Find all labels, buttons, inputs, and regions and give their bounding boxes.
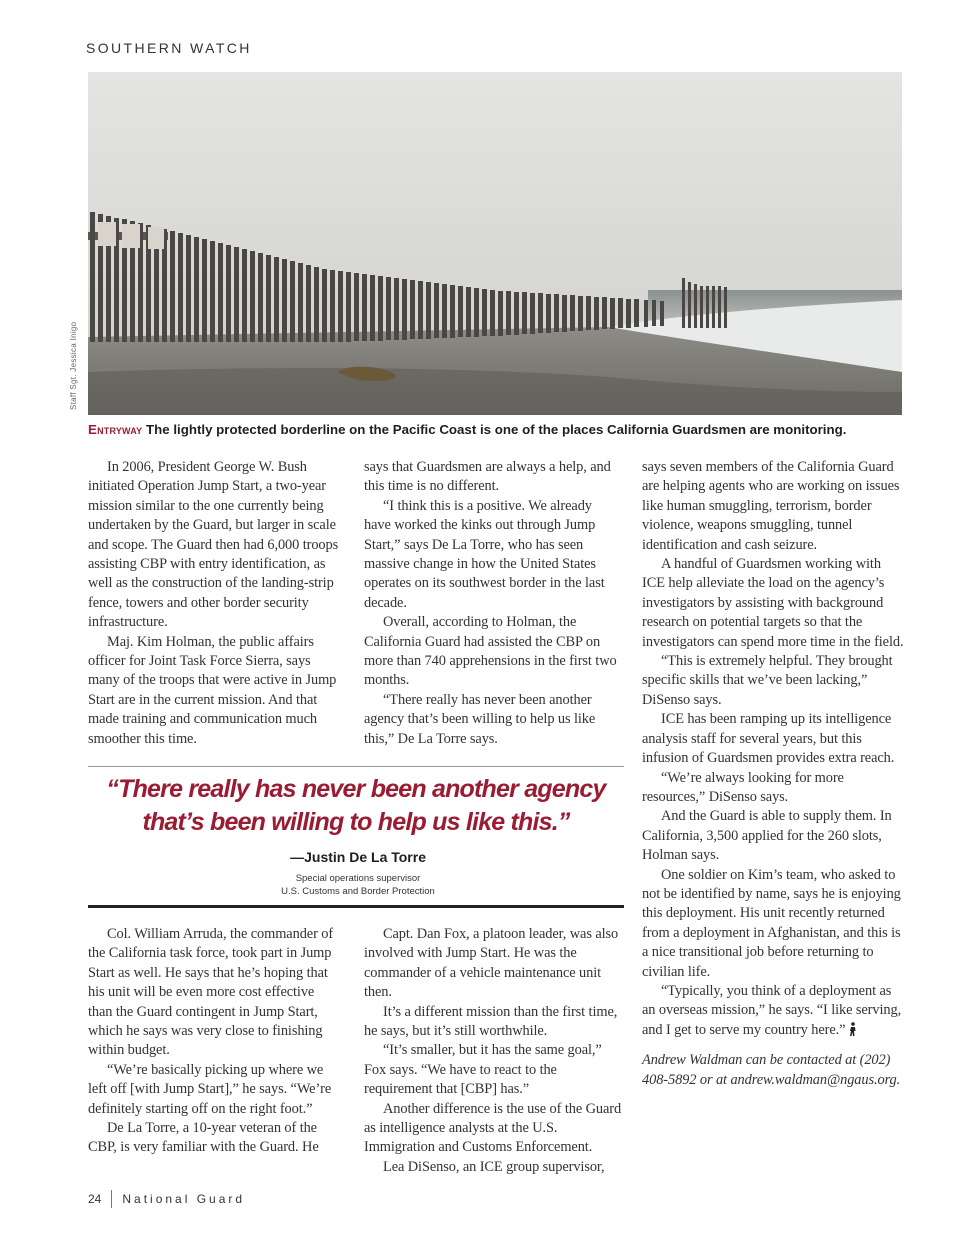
section-header: SOUTHERN WATCH: [86, 40, 252, 56]
photo-caption: [88, 422, 918, 437]
article-column-1-top: [88, 458, 340, 749]
end-mark-icon: [849, 1022, 857, 1036]
article-column-1-bottom: [88, 925, 340, 1158]
article-paragraph: “I think this is a positive. We already have worked the kinks out through Jump Start,” says De La Torre, who has seen massive change in how the United States operates on its southwest border in the last decade.: [364, 497, 605, 611]
pull-quote-line: that’s been willing to help us like this.”: [142, 808, 570, 836]
article-paragraph: It’s a different mission than the first time, he says, but it’s still worthwhile.: [364, 1003, 618, 1040]
pull-quote-line: “There really has never been another agency: [106, 775, 606, 803]
article-paragraph: Another difference is the use of the Guard as intelligence analysts at the U.S. Immigration and Customs Enforcement.: [364, 1100, 622, 1156]
caption-text: The lightly protected borderline on the Pacific Coast is one of the places California Guardsmen are monitoring.: [142, 422, 847, 437]
pullquote-bottom-rule: [88, 905, 624, 908]
page-footer: [88, 1190, 245, 1208]
article-paragraph: One soldier on Kim’s team, who asked to not be identified by name, says he is enjoying this deployment. His unit recently returned from a deployment in Afghanistan, and this is a nice transitional job before returning to civilian life.: [642, 866, 901, 980]
border-fence-photo: [88, 72, 902, 415]
article-paragraph: says that Guardsmen are always a help, and this time is no different.: [364, 459, 611, 495]
article-paragraph: “We’re basically picking up where we left off [with Jump Start],” he says. “We’re definitely starting off on the right foot.”: [88, 1061, 332, 1117]
author-signoff: Andrew Waldman can be contacted at (202) 408-5892 or at andrew.waldman@ngaus.org.: [642, 1052, 901, 1088]
article-paragraph: Maj. Kim Holman, the public affairs officer for Joint Task Force Sierra, says many of the troops that were active in Jump Start are in the current mission. And that made training and communication much smoother this time.: [88, 633, 337, 747]
article-paragraph: ICE has been ramping up its intelligence analysis staff for several years, but this infusion of Guardsmen provides extra reach.: [642, 711, 895, 767]
article-paragraph: In 2006, President George W. Bush initiated Operation Jump Start, a two-year mission similar to the one currently being undertaken by the Guard, but larger in scale and scope. The Guard then had 6,000 troops assisting CBP with entry identification, as well as the construction of the landing-strip fence, towers and other border security infrastructure.: [88, 459, 339, 631]
article-paragraph: says seven members of the California Guard are helping agents who are working on issues like human smuggling, terrorism, border violence, weapons smuggling, tunnel identification and cash seizure.: [642, 459, 900, 553]
magazine-name: National Guard: [122, 1192, 246, 1206]
article-paragraph: Capt. Dan Fox, a platoon leader, was also involved with Jump Start. He was the commander of a vehicle maintenance unit then.: [364, 926, 619, 1001]
article-paragraph: [642, 982, 904, 1040]
pull-quote-title: [270, 873, 446, 898]
footer-divider: [111, 1190, 112, 1208]
article-column-2-bottom: [364, 925, 624, 1177]
pull-quote-title-line: Special operations supervisor: [295, 873, 421, 884]
page-number: 24: [88, 1192, 102, 1206]
caption-kicker: Entryway: [88, 422, 143, 437]
article-paragraph-text: “Typically, you think of a deployment as an overseas mission,” he says. “I like serving, and I get to serve my country here.”: [642, 982, 902, 1038]
photo-credit: Staff Sgt. Jessica Inigo: [69, 321, 78, 410]
pull-quote-title-line: U.S. Customs and Border Protection: [281, 885, 435, 897]
article-paragraph: De La Torre, a 10-year veteran of the CBP, is very familiar with the Guard. He: [88, 1120, 319, 1156]
article-paragraph: Lea DiSenso, an ICE group supervisor,: [383, 1158, 605, 1175]
article-column-3: [642, 458, 904, 1090]
article-paragraph: A handful of Guardsmen working with ICE help alleviate the load on the agency’s investigators by assisting with background research on potential targets so that the investigators can spend more time in the field.: [642, 556, 904, 650]
article-paragraph: “This is extremely helpful. They brought specific skills that we’ve been lacking,” DiSenso says.: [642, 653, 893, 708]
article-paragraph: “We’re always looking for more resources,” DiSenso says.: [642, 769, 844, 805]
pull-quote: [88, 773, 624, 839]
pull-quote-attribution: —Justin De La Torre: [290, 849, 426, 865]
article-paragraph: And the Guard is able to supply them. In California, 3,500 applied for the 260 slots, Holman says.: [642, 808, 892, 864]
pullquote-top-rule: [88, 766, 624, 767]
article-paragraph: Col. William Arruda, the commander of the California task force, took part in Jump Start as well. He says that he’s hoping that his unit will be even more cost effective than the Guard contingent in Jump Start, which he says was very close to finishing within budget.: [88, 926, 334, 1059]
article-paragraph: Overall, according to Holman, the California Guard had assisted the CBP on more than 740 apprehensions in the first two months.: [364, 614, 617, 689]
article-paragraph: “It’s smaller, but it has the same goal,” Fox says. “We have to react to the requirement that [CBP] has.”: [364, 1042, 602, 1098]
article-column-2-top: [364, 458, 622, 749]
article-paragraph: “There really has never been another agency that’s been willing to help us like this,” De La Torre says.: [364, 691, 596, 747]
